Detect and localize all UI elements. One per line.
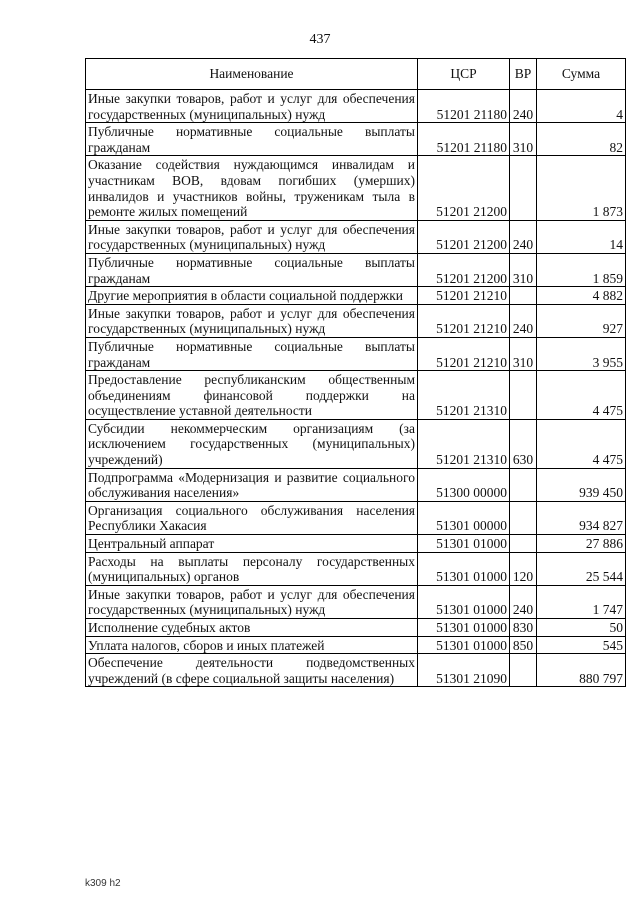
cell-csr: 51301 01000 — [418, 585, 510, 618]
cell-vr: 120 — [510, 552, 537, 585]
table-row — [86, 304, 626, 337]
cell-vr — [510, 468, 537, 501]
cell-sum: 4 475 — [537, 419, 626, 468]
cell-vr: 240 — [510, 304, 537, 337]
cell-sum: 1 873 — [537, 156, 626, 220]
cell-csr: 51301 01000 — [418, 535, 510, 553]
cell-vr — [510, 287, 537, 305]
cell-csr: 51201 21200 — [418, 156, 510, 220]
table-row — [86, 220, 626, 253]
cell-vr — [510, 654, 537, 687]
budget-table — [85, 58, 626, 687]
header-vr: ВР — [510, 59, 537, 90]
cell-name: Иные закупки товаров, работ и услуг для обеспечения государственных (муниципальных) нужд — [86, 90, 418, 123]
cell-vr: 240 — [510, 585, 537, 618]
cell-vr: 830 — [510, 619, 537, 637]
cell-sum: 880 797 — [537, 654, 626, 687]
table-row — [86, 123, 626, 156]
cell-csr: 51301 01000 — [418, 619, 510, 637]
table-row — [86, 501, 626, 534]
cell-csr: 51301 01000 — [418, 552, 510, 585]
cell-sum: 939 450 — [537, 468, 626, 501]
cell-sum: 934 827 — [537, 501, 626, 534]
table-row — [86, 552, 626, 585]
cell-sum: 3 955 — [537, 337, 626, 370]
cell-csr: 51201 21210 — [418, 287, 510, 305]
header-sum: Сумма — [537, 59, 626, 90]
footer-code: k309 h2 — [85, 878, 121, 889]
table-row — [86, 585, 626, 618]
cell-vr: 240 — [510, 220, 537, 253]
cell-csr: 51201 21310 — [418, 371, 510, 420]
cell-csr: 51301 00000 — [418, 501, 510, 534]
cell-name: Исполнение судебных актов — [86, 619, 418, 637]
cell-name: Иные закупки товаров, работ и услуг для обеспечения государственных (муниципальных) нужд — [86, 585, 418, 618]
cell-name: Иные закупки товаров, работ и услуг для обеспечения государственных (муниципальных) нужд — [86, 304, 418, 337]
cell-name: Организация социального обслуживания населения Республики Хакасия — [86, 501, 418, 534]
cell-name: Обеспечение деятельности подведомственных учреждений (в сфере социальной защиты населения) — [86, 654, 418, 687]
cell-name: Предоставление республиканским общественным объединениям финансовой поддержки на осуществление уставной деятельности — [86, 371, 418, 420]
cell-sum: 1 859 — [537, 253, 626, 286]
cell-csr: 51201 21180 — [418, 90, 510, 123]
header-name: Наименование — [86, 59, 418, 90]
cell-name: Публичные нормативные социальные выплаты гражданам — [86, 337, 418, 370]
cell-sum: 1 747 — [537, 585, 626, 618]
cell-name: Субсидии некоммерческим организациям (за исключением государственных (муниципальных) учреждений) — [86, 419, 418, 468]
cell-sum: 27 886 — [537, 535, 626, 553]
table-row — [86, 90, 626, 123]
cell-vr: 630 — [510, 419, 537, 468]
cell-csr: 51201 21180 — [418, 123, 510, 156]
cell-csr: 51300 00000 — [418, 468, 510, 501]
cell-vr — [510, 501, 537, 534]
cell-sum: 4 882 — [537, 287, 626, 305]
cell-name: Центральный аппарат — [86, 535, 418, 553]
table-header-row — [86, 59, 626, 90]
cell-sum: 82 — [537, 123, 626, 156]
cell-csr: 51301 21090 — [418, 654, 510, 687]
cell-csr: 51201 21310 — [418, 419, 510, 468]
cell-name: Подпрограмма «Модернизация и развитие социального обслуживания населения» — [86, 468, 418, 501]
cell-csr: 51301 01000 — [418, 636, 510, 654]
cell-name: Публичные нормативные социальные выплаты гражданам — [86, 253, 418, 286]
cell-sum: 545 — [537, 636, 626, 654]
cell-csr: 51201 21200 — [418, 253, 510, 286]
cell-name: Оказание содействия нуждающимся инвалидам и участникам ВОВ, вдовам погибших (умерших) инвалидов и участников войны, труженикам тыла в ремонте жилых помещений — [86, 156, 418, 220]
table-row — [86, 636, 626, 654]
cell-csr: 51201 21210 — [418, 337, 510, 370]
table-row — [86, 371, 626, 420]
cell-sum: 927 — [537, 304, 626, 337]
cell-sum: 4 — [537, 90, 626, 123]
table-row — [86, 337, 626, 370]
table-row — [86, 253, 626, 286]
table-row — [86, 654, 626, 687]
cell-name: Другие мероприятия в области социальной поддержки — [86, 287, 418, 305]
cell-sum: 50 — [537, 619, 626, 637]
cell-name: Расходы на выплаты персоналу государственных (муниципальных) органов — [86, 552, 418, 585]
cell-vr: 310 — [510, 253, 537, 286]
table-row — [86, 156, 626, 220]
cell-sum: 25 544 — [537, 552, 626, 585]
table-row — [86, 619, 626, 637]
page-number: 437 — [309, 32, 331, 47]
cell-vr: 850 — [510, 636, 537, 654]
table-row — [86, 535, 626, 553]
table-row — [86, 287, 626, 305]
cell-vr — [510, 535, 537, 553]
cell-name: Иные закупки товаров, работ и услуг для обеспечения государственных (муниципальных) нужд — [86, 220, 418, 253]
table-row — [86, 419, 626, 468]
cell-sum: 14 — [537, 220, 626, 253]
table-row — [86, 468, 626, 501]
cell-vr — [510, 156, 537, 220]
header-csr: ЦСР — [418, 59, 510, 90]
cell-vr: 310 — [510, 337, 537, 370]
cell-csr: 51201 21210 — [418, 304, 510, 337]
cell-vr — [510, 371, 537, 420]
cell-vr: 240 — [510, 90, 537, 123]
cell-csr: 51201 21200 — [418, 220, 510, 253]
cell-name: Публичные нормативные социальные выплаты гражданам — [86, 123, 418, 156]
cell-name: Уплата налогов, сборов и иных платежей — [86, 636, 418, 654]
cell-sum: 4 475 — [537, 371, 626, 420]
cell-vr: 310 — [510, 123, 537, 156]
